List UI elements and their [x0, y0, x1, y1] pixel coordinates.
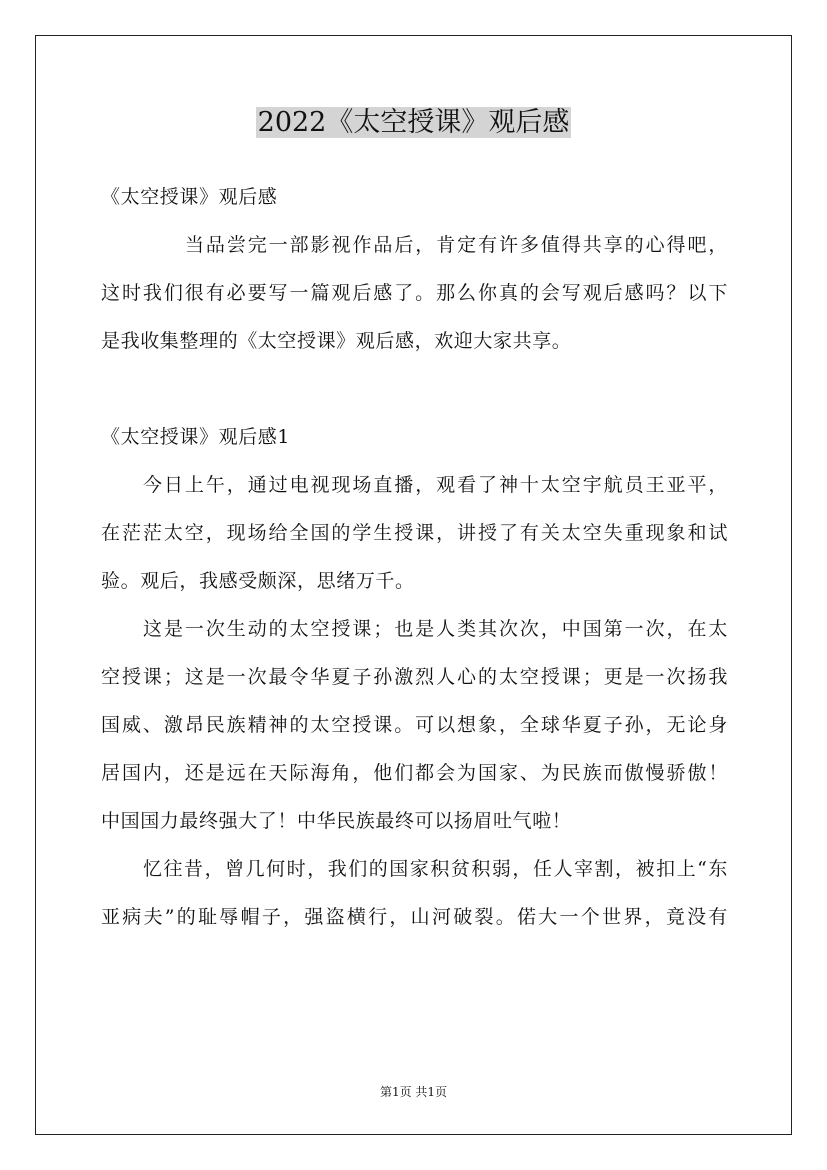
- paragraph-line: 中国国力最终强大了！中华民族最终可以扬眉吐气啦！: [101, 810, 572, 832]
- section-heading: 《太空授课》观后感1: [101, 426, 291, 448]
- page-number-footer: 第1页 共1页: [379, 1085, 448, 1099]
- paragraph-line: 这是一次生动的太空授课；也是人类其次次，中国第一次，在太: [143, 618, 728, 640]
- paragraph-line: 国威、激昂民族精神的太空授课。可以想象，全球华夏子孙，无论身: [101, 714, 728, 736]
- document-body: [101, 173, 728, 941]
- paragraph-line: 忆往昔，曾几何时，我们的国家积贫积弱，任人宰割，被扣上“东: [143, 858, 728, 880]
- paragraph-line: 空授课；这是一次最令华夏子孙激烈人心的太空授课；更是一次扬我: [101, 666, 728, 688]
- subheading: 《太空授课》观后感: [101, 186, 278, 208]
- paragraph-line: 居国内，还是远在天际海角，他们都会为国家、为民族而傲慢骄傲！: [101, 762, 728, 784]
- paragraph-line: 验。观后，我感受颇深，思绪万千。: [101, 570, 415, 592]
- paragraph-line: 今日上午，通过电视现场直播，观看了神十太空宇航员王亚平，: [143, 474, 728, 496]
- paragraph-gap: [101, 365, 728, 413]
- paragraph-line: 在茫茫太空，现场给全国的学生授课，讲授了有关太空失重现象和试: [101, 522, 728, 544]
- intro-line: 这时我们很有必要写一篇观后感了。那么你真的会写观后感吗？以下: [101, 282, 728, 304]
- intro-line: 是我收集整理的《太空授课》观后感，欢迎大家共享。: [101, 330, 572, 352]
- paragraph-line: 亚病夫”的耻辱帽子，强盗横行，山河破裂。偌大一个世界，竟没有: [101, 906, 728, 928]
- document-title: 2022《太空授课》观后感: [257, 107, 570, 138]
- intro-line: 当品尝完一部影视作品后，肯定有许多值得共享的心得吧，: [185, 234, 728, 256]
